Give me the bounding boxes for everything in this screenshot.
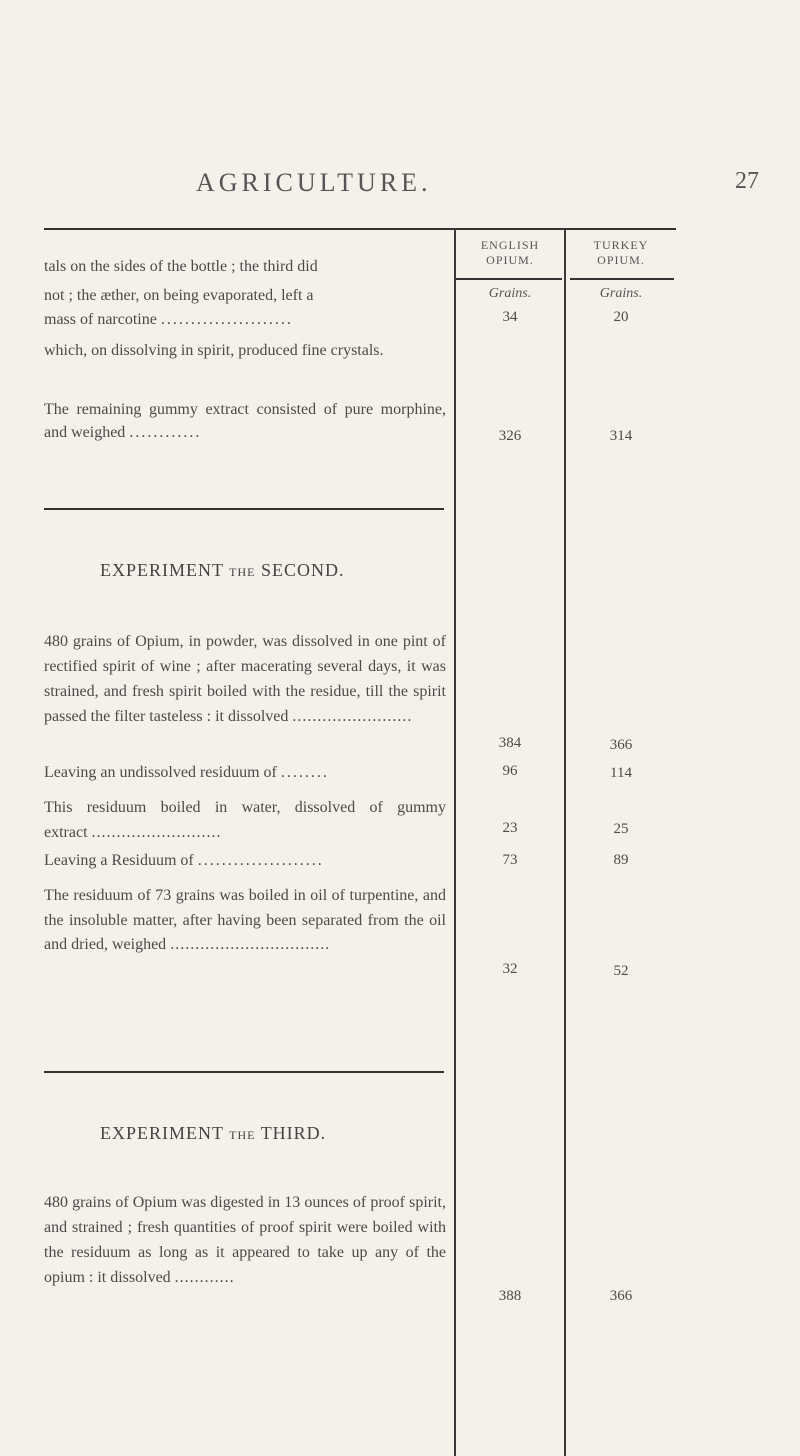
second-gummy-turkey: 25 — [613, 821, 629, 837]
experiment-third-title — [100, 1123, 326, 1144]
entry-crystals — [44, 339, 446, 362]
turkey-opium-header — [566, 238, 676, 268]
second-residuum-english: 96 — [502, 763, 518, 779]
entry-second-leaving — [44, 849, 446, 872]
second-dissolved-turkey: 366 — [609, 737, 633, 753]
turkey-header-line1: TURKEY — [593, 238, 649, 252]
column-divider-english — [454, 229, 456, 1456]
entry-second-gummy — [44, 795, 446, 845]
column-divider-turkey — [564, 229, 566, 1456]
entry-second-dissolved — [44, 629, 446, 729]
english-opium-header — [456, 238, 564, 268]
english-header-rule — [456, 278, 562, 280]
entry-crystals-text: which, on dissolving in spirit, produced fine crystals. — [44, 342, 384, 359]
entry-second-turpentine-label: The residuum of 73 grains was boiled in oil of turpentine, and the insoluble matter, after having been separated from the oil and dried, weighed — [44, 887, 446, 953]
entry-morphine-text — [44, 398, 446, 444]
second-leaving-english: 73 — [502, 852, 518, 868]
title-the: THE — [229, 565, 256, 579]
english-units: Grains. — [488, 286, 532, 301]
entry-second-turpentine — [44, 884, 446, 958]
turkey-header-rule — [570, 278, 674, 280]
leader-dots: ............ — [174, 1269, 235, 1286]
second-leaving-turkey: 89 — [613, 852, 629, 868]
title-ordinal: SECOND. — [261, 560, 345, 580]
second-turpentine-english: 32 — [502, 961, 518, 977]
entry-narcotine-text — [44, 308, 446, 331]
third-dissolved-english: 388 — [498, 1288, 522, 1304]
narcotine-turkey: 20 — [613, 309, 629, 325]
section-rule-1 — [44, 508, 444, 510]
entry-third-dissolved-label: 480 grains of Opium was digested in 13 ounces of proof spirit, and strained ; fresh quantities of proof spirit were boiled with the residuum as long as it appeared to take up any of the opium : it dissolved — [44, 1194, 446, 1286]
intro-line-1: tals on the sides of the bottle ; the third did — [44, 258, 318, 275]
entry-second-leaving-text — [44, 849, 446, 872]
entry-narcotine — [44, 308, 446, 331]
english-header-line1: ENGLISH — [480, 238, 540, 252]
intro-line-2: not ; the æther, on being evaporated, left a — [44, 287, 314, 304]
page-header — [0, 0, 800, 210]
leader-dots: ................................ — [170, 936, 331, 953]
experiment-second-title — [100, 560, 345, 581]
entry-morphine — [44, 398, 446, 444]
second-turpentine-turkey: 52 — [613, 963, 629, 979]
entry-second-leaving-label: Leaving a Residuum of — [44, 852, 194, 869]
narcotine-english: 34 — [502, 309, 518, 325]
entry-second-residuum-label: Leaving an undissolved residuum of — [44, 764, 277, 781]
title-the: THE — [229, 1128, 256, 1142]
entry-third-dissolved-text — [44, 1190, 446, 1290]
morphine-turkey: 314 — [609, 428, 633, 444]
entry-second-residuum-text — [44, 761, 446, 784]
leader-dots: ............ — [129, 424, 202, 441]
turkey-header-line2: OPIUM. — [597, 253, 645, 267]
entry-second-gummy-text — [44, 795, 446, 845]
title-main: EXPERIMENT — [100, 1123, 224, 1143]
english-header-line2: OPIUM. — [486, 253, 534, 267]
entry-second-turpentine-text — [44, 884, 446, 958]
second-residuum-turkey: 114 — [610, 765, 632, 781]
entry-second-gummy-label: This residuum boiled in water, dissolved of gummy extract — [44, 799, 446, 841]
entry-narcotine-label: mass of narcotine — [44, 311, 157, 328]
page-number: 27 — [735, 168, 759, 194]
entry-third-dissolved — [44, 1190, 446, 1290]
entry-second-dissolved-text — [44, 629, 446, 729]
leader-dots: ........................ — [292, 708, 413, 725]
table-top-rule — [44, 228, 676, 230]
morphine-english: 326 — [498, 428, 522, 444]
leader-dots: ...................... — [160, 311, 293, 328]
second-gummy-english: 23 — [502, 820, 518, 836]
leader-dots: .......................... — [91, 824, 222, 841]
second-dissolved-english: 384 — [498, 735, 522, 751]
leader-dots: ..................... — [197, 852, 324, 869]
third-dissolved-turkey: 366 — [609, 1288, 633, 1304]
running-head: AGRICULTURE. — [196, 168, 432, 197]
entry-morphine-label: The remaining gummy extract consisted of pure morphine, and weighed — [44, 401, 446, 441]
entry-second-residuum — [44, 761, 446, 784]
title-main: EXPERIMENT — [100, 560, 224, 580]
title-ordinal: THIRD. — [260, 1123, 327, 1143]
leader-dots: ........ — [280, 764, 329, 781]
turkey-units: Grains. — [599, 286, 643, 301]
section-rule-2 — [44, 1071, 444, 1073]
entry-second-dissolved-label: 480 grains of Opium, in powder, was dissolved in one pint of rectified spirit of wine ; after macerating several days, it was strained, and fresh spirit boiled with the residue, till the spirit passed the filter tasteless : it dissolved — [44, 633, 446, 725]
